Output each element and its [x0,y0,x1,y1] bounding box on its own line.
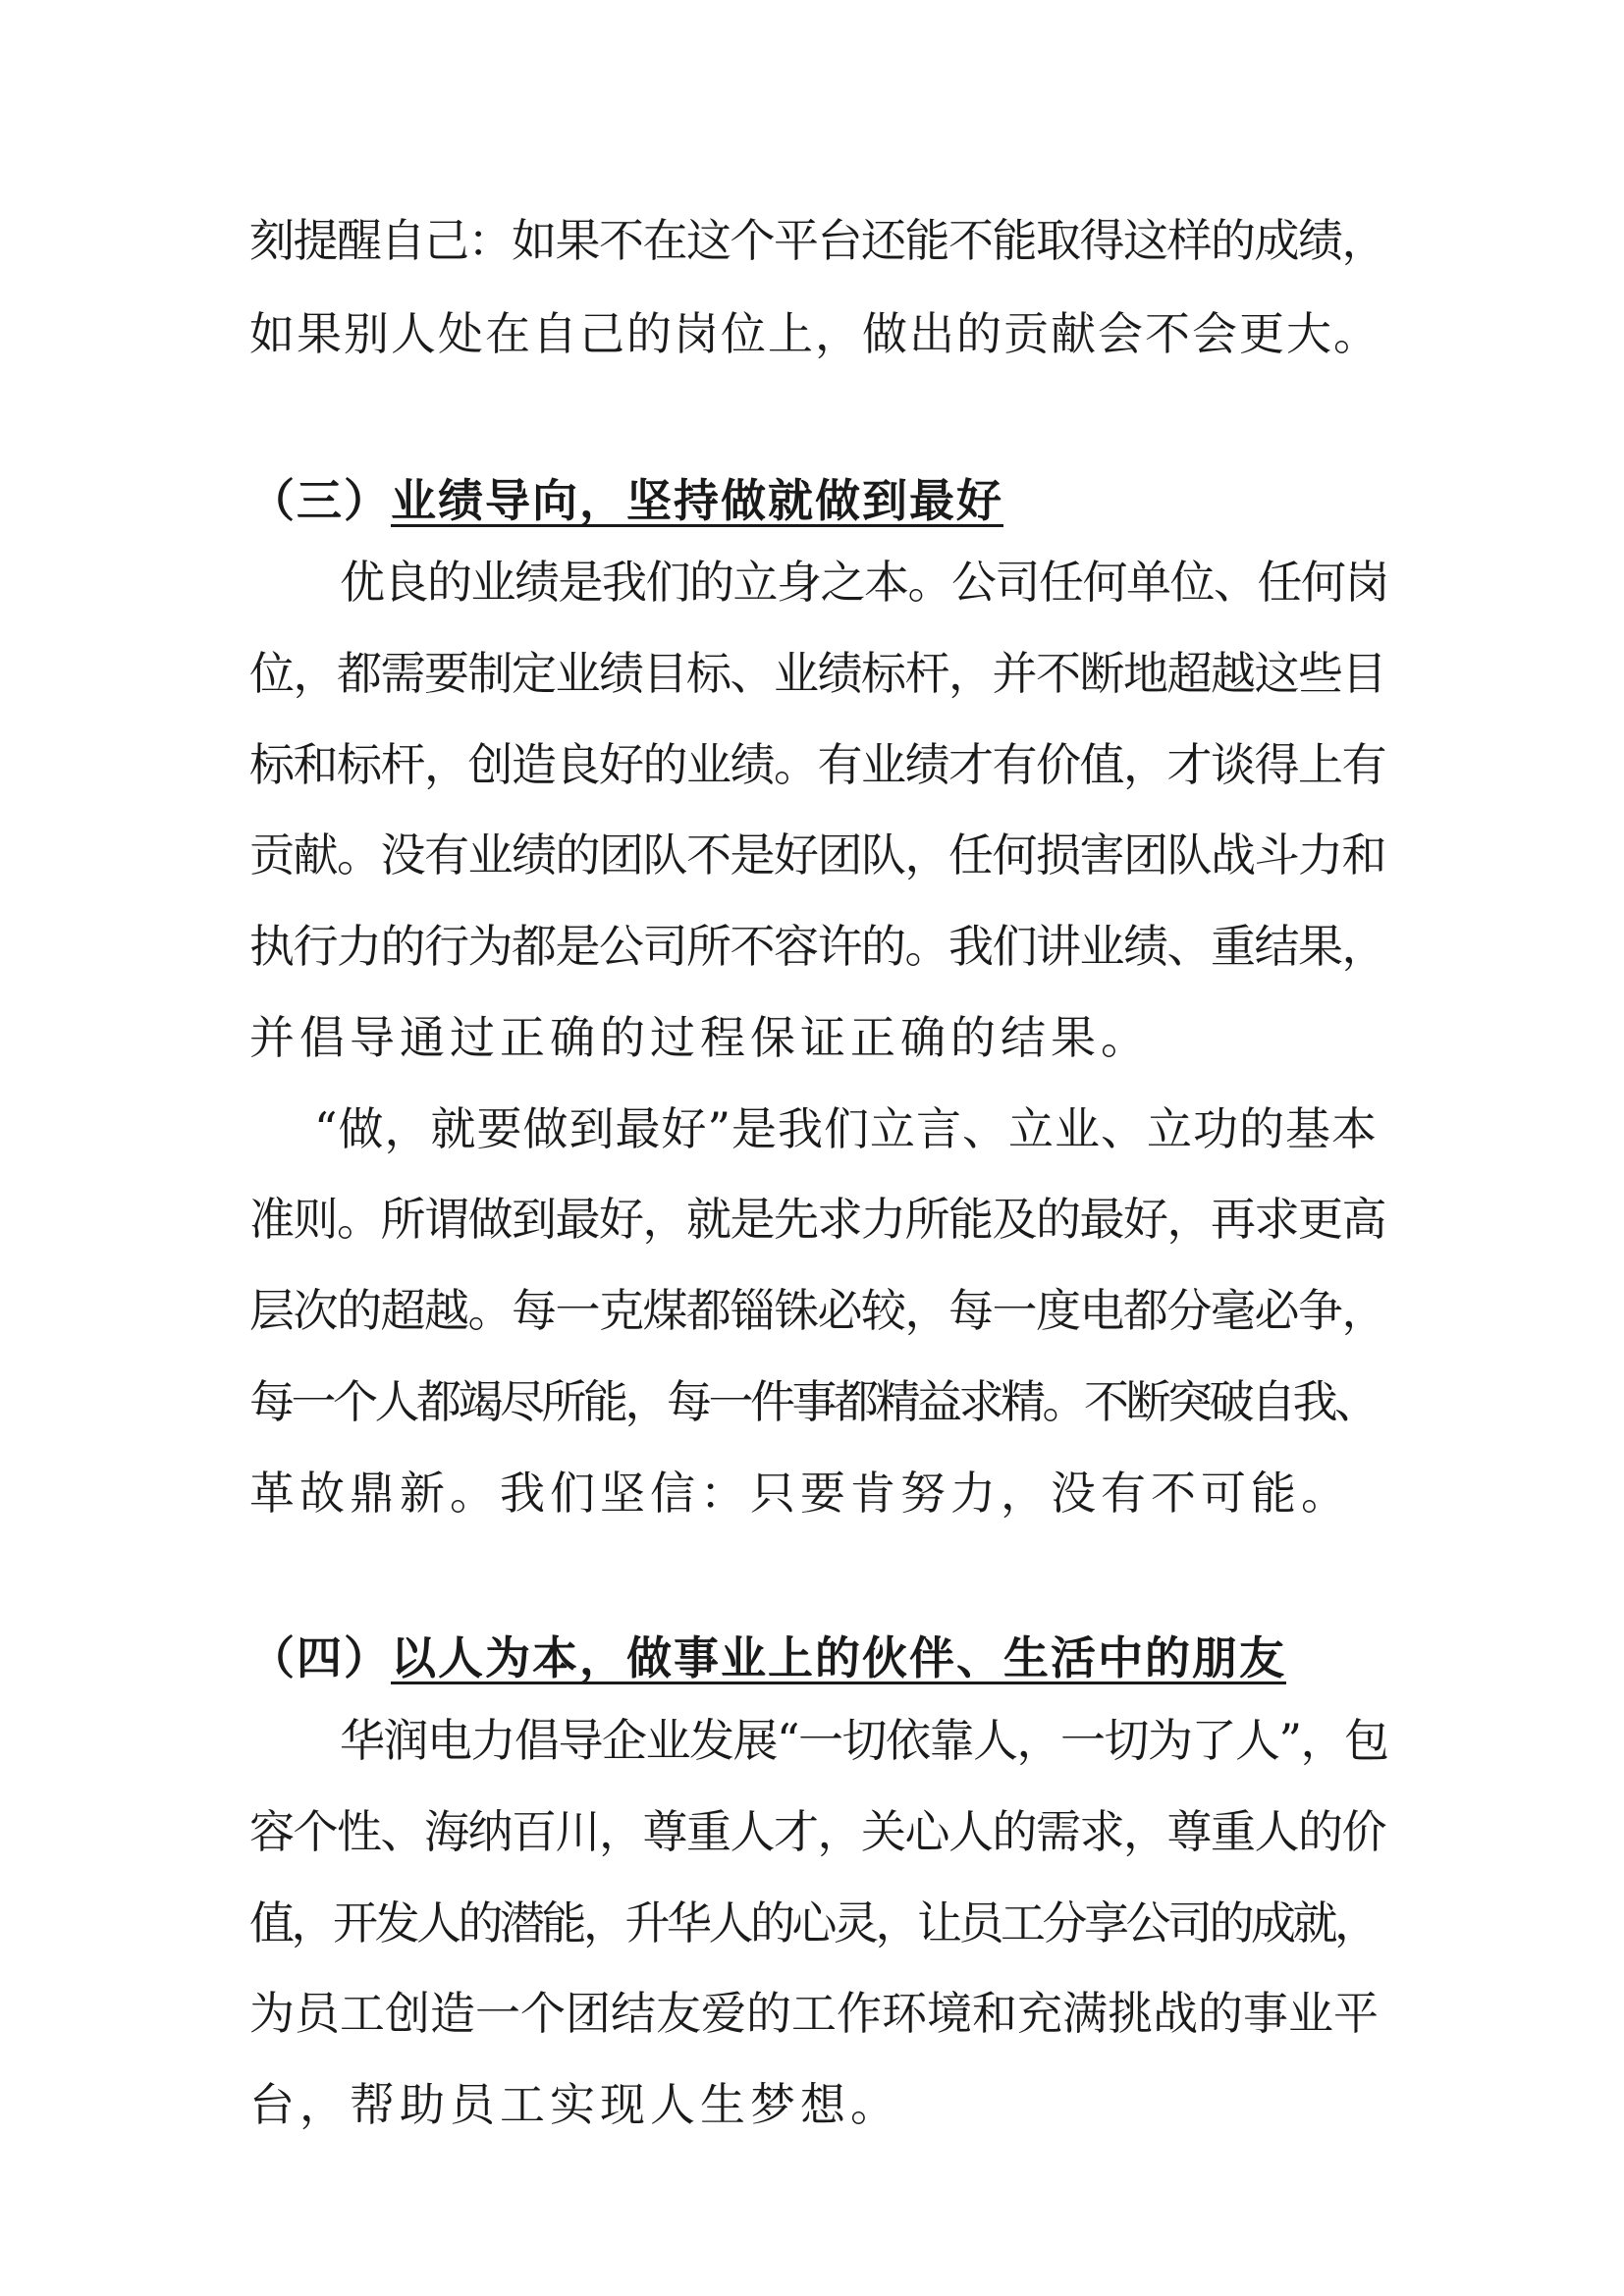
paragraph-line: 贡献。没有业绩的团队不是好团队，任何损害团队战斗力和 [249,828,1385,881]
section-4-heading [249,1630,1286,1685]
section-4-number: （四） [249,1631,391,1684]
intro-line: 刻提醒自己：如果不在这个平台还能不能取得这样的成绩， [249,214,1385,267]
paragraph-line: 华润电力倡导企业发展“一切依靠人，一切为了人”，包 [340,1714,1388,1767]
paragraph-line: 革故鼎新。我们坚信：只要肯努力，没有不可能。 [249,1467,1351,1520]
paragraph-line: 位，都需要制定业绩目标、业绩标杆，并不断地超越这些目 [249,647,1385,700]
paragraph-line: “做，就要做到最好”是我们立言、立业、立功的基本 [314,1102,1379,1155]
section-4-title: 以人为本，做事业上的伙伴、生活中的朋友 [391,1631,1286,1684]
paragraph-line: 执行力的行为都是公司所不容许的。我们讲业绩、重结果， [249,920,1385,973]
section-3-title: 业绩导向，坚持做就做到最好 [391,474,1003,527]
section-3-heading [249,473,1003,528]
paragraph-line: 台，帮助员工实现人生梦想。 [249,2078,900,2131]
paragraph-line: 并倡导通过正确的过程保证正确的结果。 [249,1011,1151,1064]
paragraph-line: 每一个人都竭尽所能，每一件事都精益求精。不断突破自我、 [249,1375,1377,1428]
paragraph-line: 值，开发人的潜能，升华人的心灵，让员工分享公司的成就， [249,1896,1377,1949]
paragraph-line: 优良的业绩是我们的立身之本。公司任何单位、任何岗 [340,556,1388,609]
paragraph-line: 标和标杆，创造良好的业绩。有业绩才有价值，才谈得上有 [249,738,1385,791]
paragraph-line: 容个性、海纳百川，尊重人才，关心人的需求，尊重人的价 [249,1805,1385,1858]
paragraph-line: 准则。所谓做到最好，就是先求力所能及的最好，再求更高 [249,1193,1385,1246]
paragraph-line: 为员工创造一个团结友爱的工作环境和充满挑战的事业平 [249,1987,1379,2040]
intro-line: 如果别人处在自己的岗位上，做出的贡献会不会更大。 [249,307,1380,360]
paragraph-line: 层次的超越。每一克煤都锱铢必较，每一度电都分毫必争， [249,1284,1385,1337]
section-3-number: （三） [249,474,391,527]
